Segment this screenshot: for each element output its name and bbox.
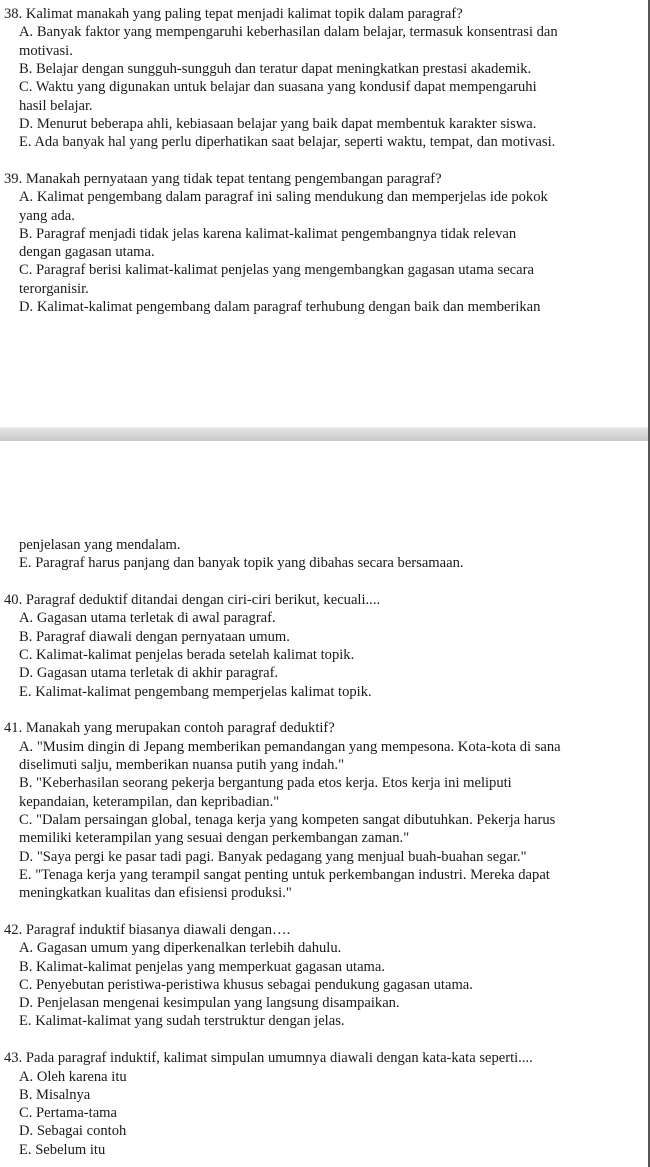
answer-option: yang ada.: [19, 206, 75, 224]
answer-option: B. Kalimat-kalimat penjelas yang memperkuat gagasan utama.: [19, 957, 385, 975]
answer-option: E. Kalimat-kalimat yang sudah terstruktur dengan jelas.: [19, 1012, 345, 1030]
question-text: 40. Paragraf deduktif ditandai dengan ciri-ciri berikut, kecuali....: [4, 591, 381, 609]
page-separator: [0, 427, 648, 441]
answer-option: C. Penyebutan peristiwa-peristiwa khusus sebagai pendukung gagasan utama.: [19, 975, 473, 993]
answer-option: diselimuti salju, memberikan nuansa putih yang indah.": [19, 756, 345, 773]
answer-option: E. Sebelum itu: [19, 1140, 106, 1158]
answer-option: motivasi.: [19, 41, 73, 59]
answer-option: E. Kalimat-kalimat pengembang memperjelas kalimat topik.: [19, 682, 372, 700]
answer-option: A. Gagasan umum yang diperkenalkan terlebih dahulu.: [19, 939, 342, 957]
answer-option: penjelasan yang mendalam.: [19, 536, 181, 553]
answer-option: kepandaian, keterampilan, dan kepribadian.": [19, 792, 280, 810]
answer-option: memiliki keterampilan yang sesuai dengan perkembangan zaman.": [19, 829, 410, 847]
question-text: 42. Paragraf induktif biasanya diawali dengan….: [4, 920, 291, 938]
answer-option: E. Paragraf harus panjang dan banyak topik yang dibahas secara bersamaan.: [19, 554, 464, 572]
answer-option: C. "Dalam persaingan global, tenaga kerja yang kompeten sangat dibutuhkan. Pekerja harus: [19, 810, 556, 828]
answer-option: A. Kalimat pengembang dalam paragraf ini saling mendukung dan memperjelas ide pokok: [19, 188, 548, 206]
answer-option: E. Ada banyak hal yang perlu diperhatikan saat belajar, seperti waktu, tempat, dan motivasi.: [19, 133, 556, 151]
answer-option: B. Belajar dengan sungguh-sungguh dan teratur dapat meningkatkan prestasi akademik.: [19, 59, 532, 77]
answer-option: C. Waktu yang digunakan untuk belajar dan suasana yang kondusif dapat mempengaruhi: [19, 78, 537, 96]
answer-option: A. "Musim dingin di Jepang memberikan pemandangan yang mempesona. Kota-kota di sana: [19, 737, 561, 755]
answer-option: hasil belajar.: [19, 96, 93, 114]
question-text: 38. Kalimat manakah yang paling tepat menjadi kalimat topik dalam paragraf?: [4, 5, 463, 22]
answer-option: A. Oleh karena itu: [19, 1067, 127, 1085]
answer-option: B. "Keberhasilan seorang pekerja bergantung pada etos kerja. Etos kerja ini meliputi: [19, 774, 512, 792]
answer-option: D. Kalimat-kalimat pengembang dalam paragraf terhubung dengan baik dan memberikan: [19, 298, 541, 315]
question-text: 43. Pada paragraf induktif, kalimat simpulan umumnya diawali dengan kata-kata seperti....: [4, 1049, 533, 1067]
answer-option: D. Sebagai contoh: [19, 1122, 127, 1140]
answer-option: D. "Saya pergi ke pasar tadi pagi. Banyak pedagang yang menjual buah-buahan segar.": [19, 847, 527, 865]
question-text: 41. Manakah yang merupakan contoh paragraf deduktif?: [4, 719, 335, 737]
answer-option: terorganisir.: [19, 279, 89, 297]
answer-option: C. Kalimat-kalimat penjelas berada setelah kalimat topik.: [19, 646, 355, 663]
answer-option: dengan gagasan utama.: [19, 243, 155, 261]
answer-option: D. Gagasan utama terletak di akhir paragraf.: [19, 664, 279, 682]
answer-option: meningkatkan kualitas dan efisiensi produksi.": [19, 884, 292, 902]
answer-option: B. Paragraf menjadi tidak jelas karena kalimat-kalimat pengembangnya tidak relevan: [19, 224, 517, 242]
answer-option: C. Pertama-tama: [19, 1104, 117, 1122]
answer-option: A. Banyak faktor yang mempengaruhi keberhasilan dalam belajar, termasuk konsentrasi dan: [19, 23, 558, 41]
answer-option: A. Gagasan utama terletak di awal paragraf.: [19, 609, 276, 627]
answer-option: D. Menurut beberapa ahli, kebiasaan belajar yang baik dapat membentuk karakter siswa.: [19, 114, 537, 132]
answer-option: C. Paragraf berisi kalimat-kalimat penjelas yang mengembangkan gagasan utama secara: [19, 261, 534, 279]
answer-option: B. Misalnya: [19, 1085, 91, 1103]
answer-option: D. Penjelasan mengenai kesimpulan yang langsung disampaikan.: [19, 994, 400, 1012]
question-text: 39. Manakah pernyataan yang tidak tepat tentang pengembangan paragraf?: [4, 169, 442, 187]
answer-option: B. Paragraf diawali dengan pernyataan umum.: [19, 627, 290, 645]
answer-option: E. "Tenaga kerja yang terampil sangat penting untuk perkembangan industri. Mereka dapat: [19, 865, 550, 883]
